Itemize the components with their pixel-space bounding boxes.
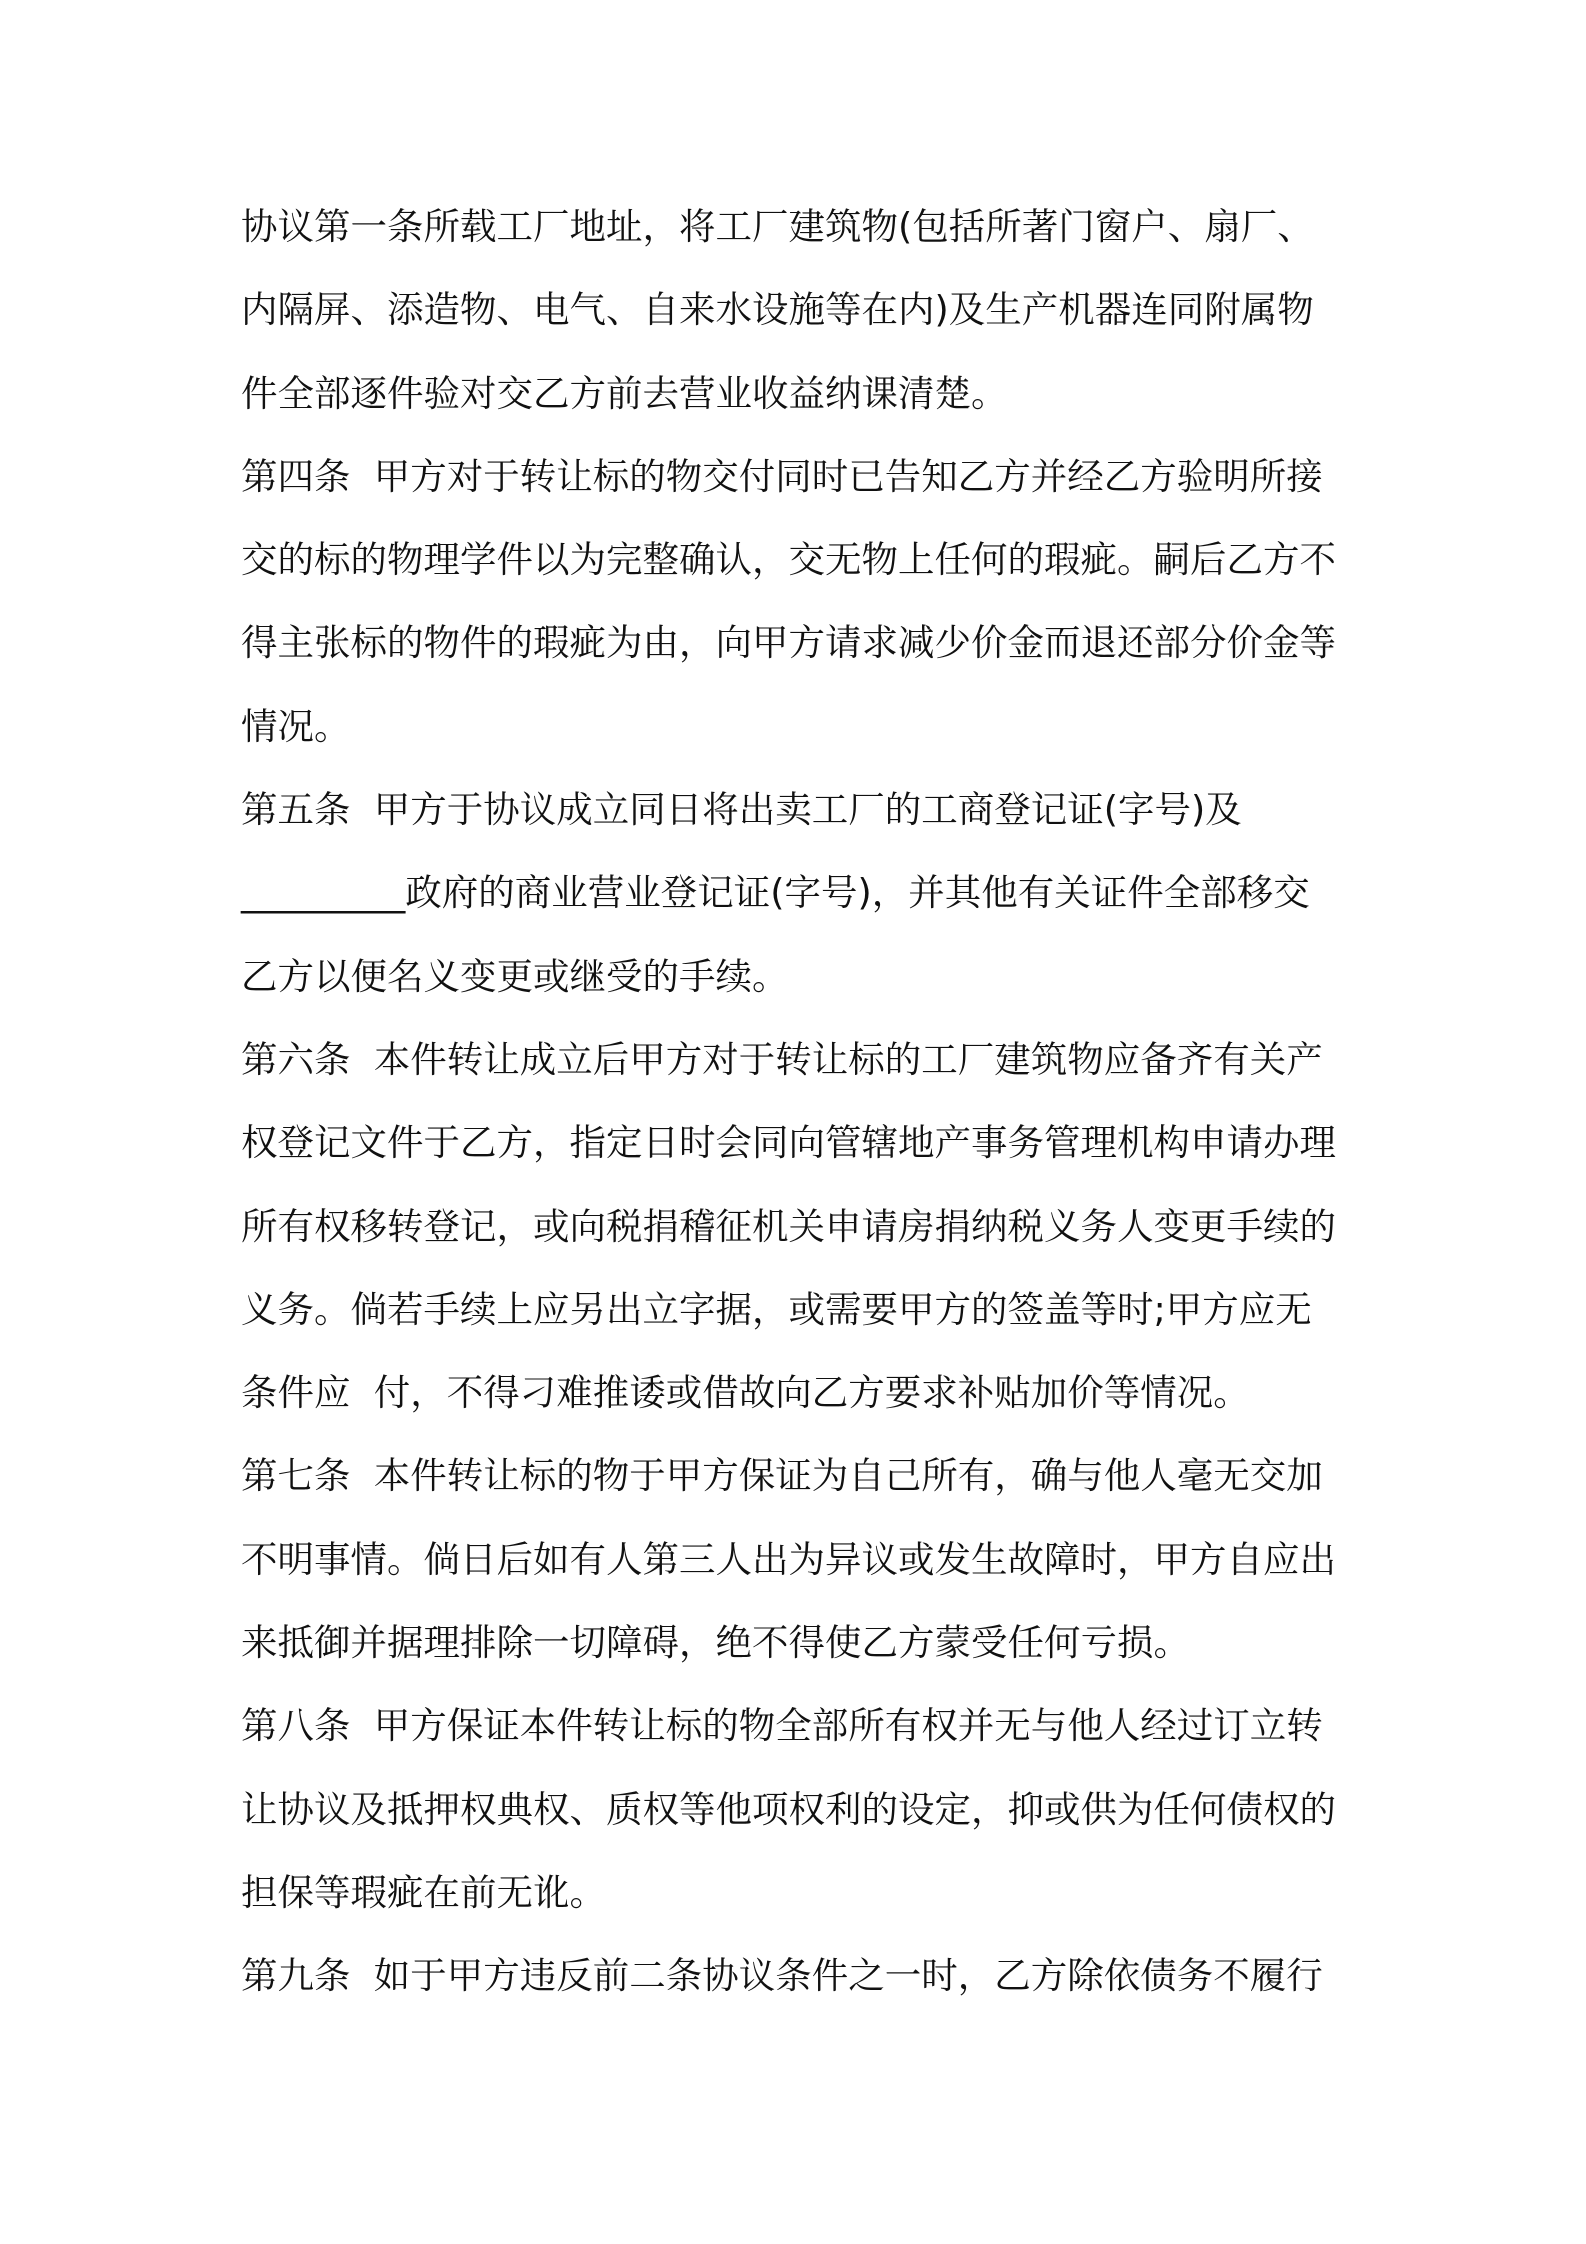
text-line: 权登记文件于乙方，指定日时会同向管辖地产事务管理机构申请办理 [241, 1121, 1336, 1165]
text-line: 得主张标的物件的瑕疵为由，向甲方请求减少价金而退还部分价金等 [241, 621, 1336, 665]
text-line: 第四条 甲方对于转让标的物交付同时已告知乙方并经乙方验明所接 [241, 454, 1323, 498]
text-line: 第六条 本件转让成立后甲方对于转让标的工厂建筑物应备齐有关产 [241, 1037, 1323, 1081]
contract-text [241, 197, 1361, 2030]
text-line: 乙方以便名义变更或继受的手续。 [241, 954, 789, 998]
text-line: 担保等瑕疵在前无讹。 [241, 1870, 606, 1914]
text-line: 义务。倘若手续上应另出立字据，或需要甲方的签盖等时;甲方应无 [241, 1287, 1312, 1331]
text-line: 所有权移转登记，或向税捐稽征机关申请房捐纳税义务人变更手续的 [241, 1204, 1336, 1248]
text-line: 内隔屏、添造物、电气、自来水设施等在内)及生产机器连同附属物 [241, 288, 1314, 332]
text-line: 件全部逐件验对交乙方前去营业收益纳课清楚。 [241, 371, 1008, 415]
text-line: 协议第一条所载工厂地址，将工厂建筑物(包括所著门窗户、扇厂、 [241, 205, 1314, 248]
text-line: 第五条 甲方于协议成立同日将出卖工厂的工商登记证(字号)及 [241, 788, 1242, 832]
text-line: 情况。 [241, 704, 351, 748]
text-line: 第七条 本件转让标的物于甲方保证为自己所有，确与他人毫无交加 [241, 1454, 1323, 1498]
text-line: 交的标的物理学件以为完整确认，交无物上任何的瑕疵。嗣后乙方不 [241, 538, 1336, 582]
text-line: 不明事情。倘日后如有人第三人出为异议或发生故障时，甲方自应出 [241, 1537, 1336, 1581]
text-line: 第八条 甲方保证本件转让标的物全部所有权并无与他人经过订立转 [241, 1704, 1323, 1748]
text-line: 让协议及抵押权典权、质权等他项权利的设定，抑或供为任何债权的 [241, 1787, 1336, 1831]
text-line: 来抵御并据理排除一切障碍，绝不得使乙方蒙受任何亏损。 [241, 1621, 1190, 1665]
text-line: 条件应 付，不得刁难推诿或借故向乙方要求补贴加价等情况。 [241, 1371, 1250, 1415]
text-line: _________政府的商业营业登记证(字号)，并其他有关证件全部移交 [241, 871, 1310, 915]
text-line: 第九条 如于甲方违反前二条协议条件之一时，乙方除依债务不履行 [241, 1954, 1323, 1998]
